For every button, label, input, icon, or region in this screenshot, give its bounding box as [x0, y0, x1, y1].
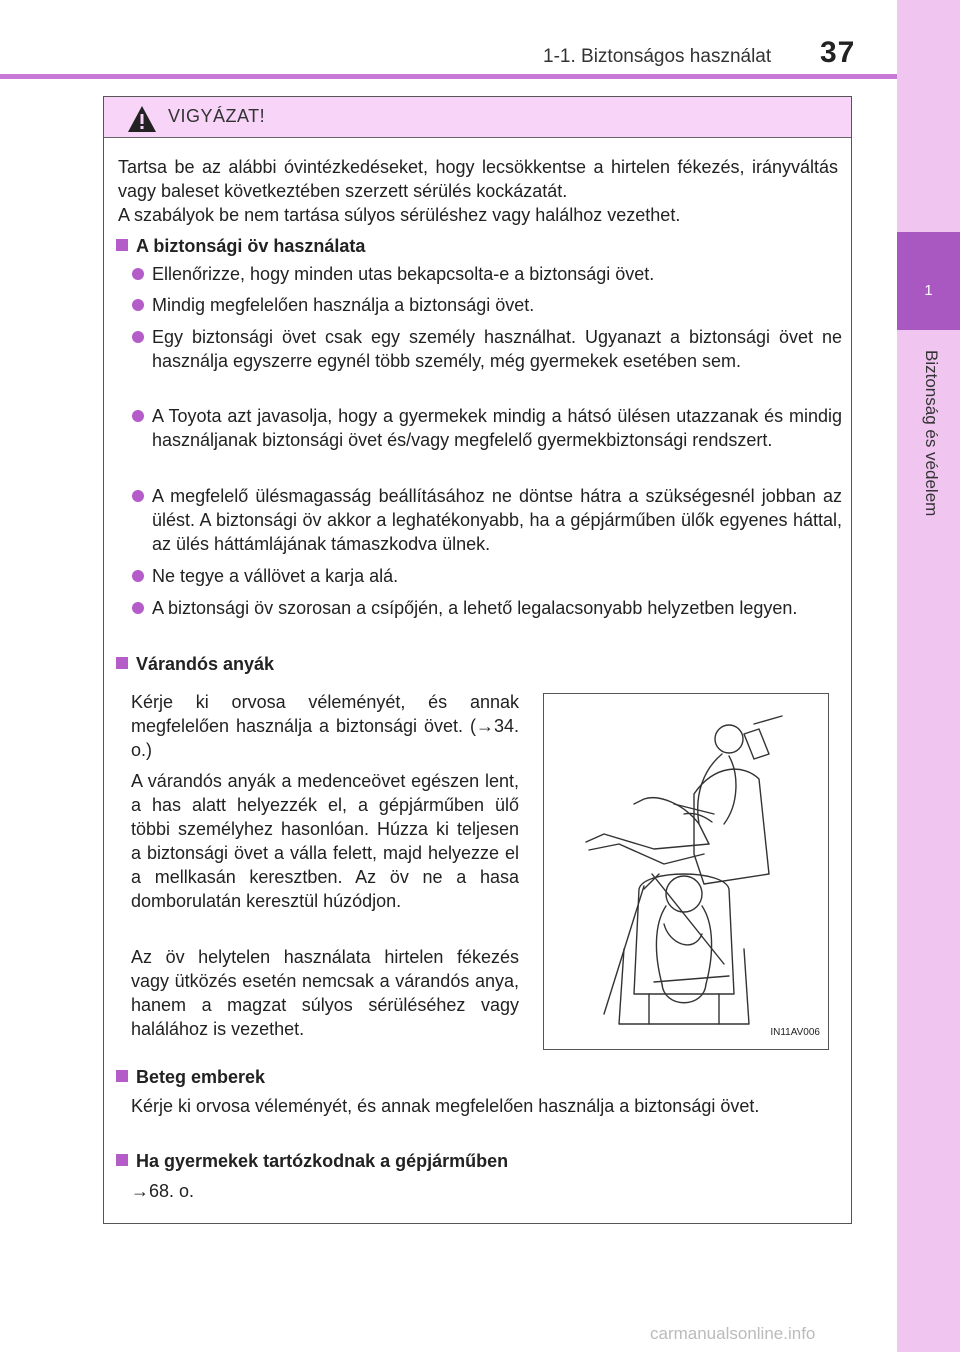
- bullet-icon: [132, 331, 144, 343]
- section-heading-children: Ha gyermekek tartózkodnak a gépjárműben: [116, 1149, 508, 1173]
- pregnant-paragraph: A várandós anyák a medenceövet egészen lent, a has alatt helyezzék el, a gépjárműben ülő többi személyhez hasonlóan. Húzza ki teljesen a biztonsági övet a válla felett, majd helyezze el a mellkasán keresztben. Az öv ne a hasa domborulatán keresztül húzódjon.: [131, 771, 519, 911]
- section-heading-belt-use: A biztonsági öv használata: [116, 234, 365, 258]
- bullet-icon: [132, 410, 144, 422]
- square-bullet-icon: [116, 657, 128, 669]
- section-heading-sick: Beteg emberek: [116, 1065, 265, 1089]
- figure-code: IN11AV006: [770, 1027, 820, 1038]
- warning-intro: Tartsa be az alábbi óvintézkedéseket, hogy lecsökkentse a hirtelen fékezés, irányváltás vagy baleset következtében szerzett sérülés kockázatát.: [118, 157, 838, 201]
- section-title: 1-1. Biztonságos használat: [543, 46, 772, 67]
- chapter-number-box: [897, 232, 960, 330]
- pregnant-seatbelt-figure: [543, 693, 829, 1050]
- chapter-title: Biztonság és védelem: [922, 350, 941, 517]
- warning-intro-consequence: A szabályok be nem tartása súlyos sérüléshez vagy halálhoz vezethet.: [118, 205, 681, 225]
- sick-text: Kérje ki orvosa véleményét, és annak megfelelően használja a biztonsági övet.: [131, 1096, 760, 1116]
- square-bullet-icon: [116, 1070, 128, 1082]
- chapter-number: 1: [924, 282, 933, 299]
- list-item: Mindig megfelelően használja a biztonsági övet.: [152, 295, 535, 315]
- square-bullet-icon: [116, 239, 128, 251]
- section-heading-pregnant: Várandós anyák: [116, 652, 274, 676]
- list-item: Egy biztonsági övet csak egy személy használhat. Ugyanazt a biztonsági övet ne használja egyszerre egynél több személy, még gyermekek esetében sem.: [152, 327, 842, 371]
- bullet-icon: [132, 268, 144, 280]
- list-item: A megfelelő ülésmagasság beállításához ne döntse hátra a szükségesnél jobban az ülést. A biztonsági öv akkor a leghatékonyabb, ha a gépjárműben ülők egyenes háttal, az ülés háttámlájának támaszkodva ülnek.: [152, 486, 842, 554]
- list-item: A Toyota azt javasolja, hogy a gyermekek mindig a hátsó ülésen utazzanak és mindig használjanak biztonsági övet és/vagy megfelelő gyermekbiztonsági rendszert.: [152, 406, 842, 450]
- warning-title: VIGYÁZAT!: [168, 106, 266, 126]
- list-item: Ne tegye a vállövet a karja alá.: [152, 566, 399, 586]
- chapter-side-tab: [897, 0, 960, 1352]
- pregnant-paragraph: Kérje ki orvosa véleményét, és annak megfelelően használja a biztonsági övet. (→34. o.): [131, 692, 519, 760]
- seatbelt-illustration: [544, 694, 828, 1049]
- bullet-icon: [132, 490, 144, 502]
- square-bullet-icon: [116, 1154, 128, 1166]
- pregnant-paragraph: Az öv helytelen használata hirtelen fékezés vagy ütközés esetén nemcsak a várandós anya, hanem a magzat súlyos sérüléséhez vagy halálához is vezethet.: [131, 947, 519, 1039]
- warning-content: [104, 97, 851, 1223]
- bullet-icon: [132, 570, 144, 582]
- bullet-icon: [132, 299, 144, 311]
- watermark: carmanualsonline.info: [650, 1324, 816, 1343]
- list-item: A biztonsági öv szorosan a csípőjén, a lehető legalacsonyabb helyzetben legyen.: [152, 598, 798, 618]
- page-number: 37: [820, 36, 856, 69]
- header-rule: [0, 74, 897, 79]
- bullet-icon: [132, 602, 144, 614]
- list-item: Ellenőrizze, hogy minden utas bekapcsolta-e a biztonsági övet.: [152, 264, 655, 284]
- warning-box: [103, 96, 852, 1224]
- children-reference-link[interactable]: →68. o.: [131, 1181, 195, 1201]
